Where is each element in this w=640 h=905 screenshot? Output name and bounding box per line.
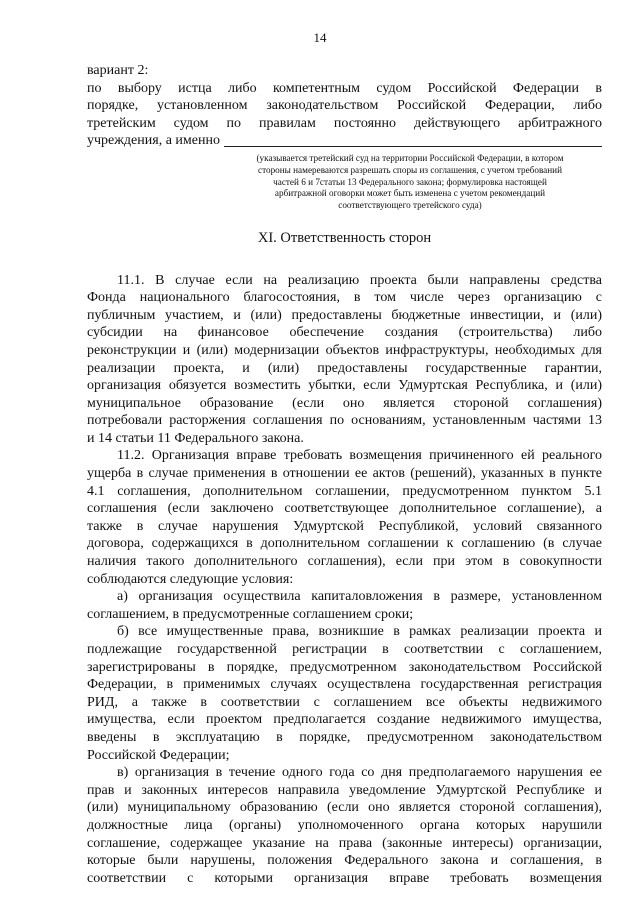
text-line: 11.2. Организация вправе требовать возмещения причиненного ей реального <box>117 448 602 464</box>
text-line: наличия такого дополнительного соглашения), если при этом в совокупности <box>87 554 602 570</box>
list-item-c <box>87 764 602 887</box>
text-line: в) организация в течение одного года со дня предполагаемого нарушения ее <box>117 765 602 781</box>
text-line: должностные лица (органы) уполномоченного органа которых нарушили <box>87 817 602 833</box>
text-line: соглашение, содержащее указание на права (законные интересы) организации, <box>87 835 602 851</box>
text-line: субсидии на финансовое обеспечение создания (строительства) либо <box>87 325 602 341</box>
text-line: муниципальное образование (если оно является стороной соглашения) <box>87 395 602 411</box>
paragraph-11-2 <box>87 447 602 588</box>
text-line: соблюдаются следующие условия: <box>87 571 294 587</box>
section-title: XI. Ответственность сторон <box>257 229 432 246</box>
text-line: организация обязуется возместить убытки, если Удмуртская Республика, и (или) <box>87 378 602 394</box>
text-line: соглашения (если заключено соответствующее дополнительное соглашение), а <box>87 501 602 517</box>
text-line: имущества, если проектом предполагается создание недвижимого имущества, <box>87 712 602 728</box>
page-content <box>87 62 602 887</box>
text-line: реконструкции и (или) модернизации объектов инфраструктуры, необходимых для <box>87 342 602 358</box>
text-line: публичным участием, и (или) предоставлены бюджетные инвестиции, и (или) <box>87 307 602 323</box>
list-item-a <box>87 588 602 623</box>
text-line: учреждения, а именно <box>87 133 220 149</box>
text-line: Фонда национального благосостояния, в том числе через организацию с <box>87 290 602 306</box>
text-line: Федерации, в применимых случаях осуществлена государственная регистрация <box>87 677 602 693</box>
note-line: (указывается третейский суд на территории Российской Федерации, в котором <box>256 152 564 163</box>
note-line: соответствующего третейского суда) <box>338 200 482 211</box>
text-line: введены в эксплуатацию в порядке, предусмотренном законодательством <box>87 729 602 745</box>
text-line: (или) муниципальному образованию (если оно является стороной соглашения), <box>87 800 602 816</box>
note-line: частей 6 и 7статьи 13 Федерального закона; формулировка настоящей <box>273 176 547 187</box>
text-line: договора, содержащихся в дополнительном соглашении к соглашению (в случае <box>87 536 602 552</box>
text-line: также в случае нарушения Удмуртской Республикой, условий связанного <box>87 518 602 534</box>
text-line: РИД, а также в соответствии с соглашением все объекты недвижимого <box>87 694 602 710</box>
list-item-b <box>87 623 602 764</box>
text-line: по выбору истца либо компетентным судом Российской Федерации в <box>87 80 602 96</box>
text-line: подлежащие государственной регистрации в соответствии с соглашением, <box>87 642 602 658</box>
note-line: арбитражной оговорки может быть изменена с учетом рекомендаций <box>274 188 546 199</box>
text-line: 4.1 соглашения, дополнительном соглашении, предусмотренном пунктом 5.1 <box>87 483 602 499</box>
text-line: б) все имущественные права, возникшие в рамках реализации проекта и <box>117 624 602 640</box>
footnote-hint <box>225 153 595 212</box>
text-line: порядке, установленном законодательством Российской Федерации, либо <box>87 98 602 114</box>
text-line: и 14 статьи 11 Федерального закона. <box>87 430 304 446</box>
text-line: реализации проекта, и (или) предоставлены государственные гарантии, <box>87 360 602 376</box>
text-line: третейским судом по правилам постоянно действующего арбитражного <box>87 115 602 131</box>
text-line: потребовали расторжения соглашения по основаниям, установленным частями 13 <box>87 413 602 429</box>
text-line: а) организация осуществила капиталовложения в размере, установленном <box>117 589 602 605</box>
text-line: зарегистрированы в порядке, предусмотренном законодательством Российской <box>87 659 602 675</box>
blank-line-row <box>87 132 602 150</box>
text-line: соглашением, в предусмотренные соглашением сроки; <box>87 606 414 622</box>
text-line: соответствии с которыми организация вправе требовать возмещения <box>87 870 602 886</box>
note-line: стороны намереваются разрешать споры из соглашения, с учетом требований <box>258 164 562 175</box>
text-line: 11.1. В случае если на реализацию проекта были направлены средства <box>117 272 602 288</box>
text-line: прав и законных интересов направила уведомление Удмуртской Республике и <box>87 782 602 798</box>
text-line: ущерба в случае применения в отношении ее актов (решений), указанных в пункте <box>87 466 602 482</box>
variant-heading: вариант 2: <box>87 63 149 78</box>
page-number: 14 <box>313 30 327 45</box>
paragraph-11-1 <box>87 272 602 448</box>
text-line: которые были нарушены, положения Федерального закона и соглашения, в <box>87 853 602 869</box>
text-line: Российской Федерации; <box>87 747 230 763</box>
fill-in-rule <box>224 134 602 147</box>
